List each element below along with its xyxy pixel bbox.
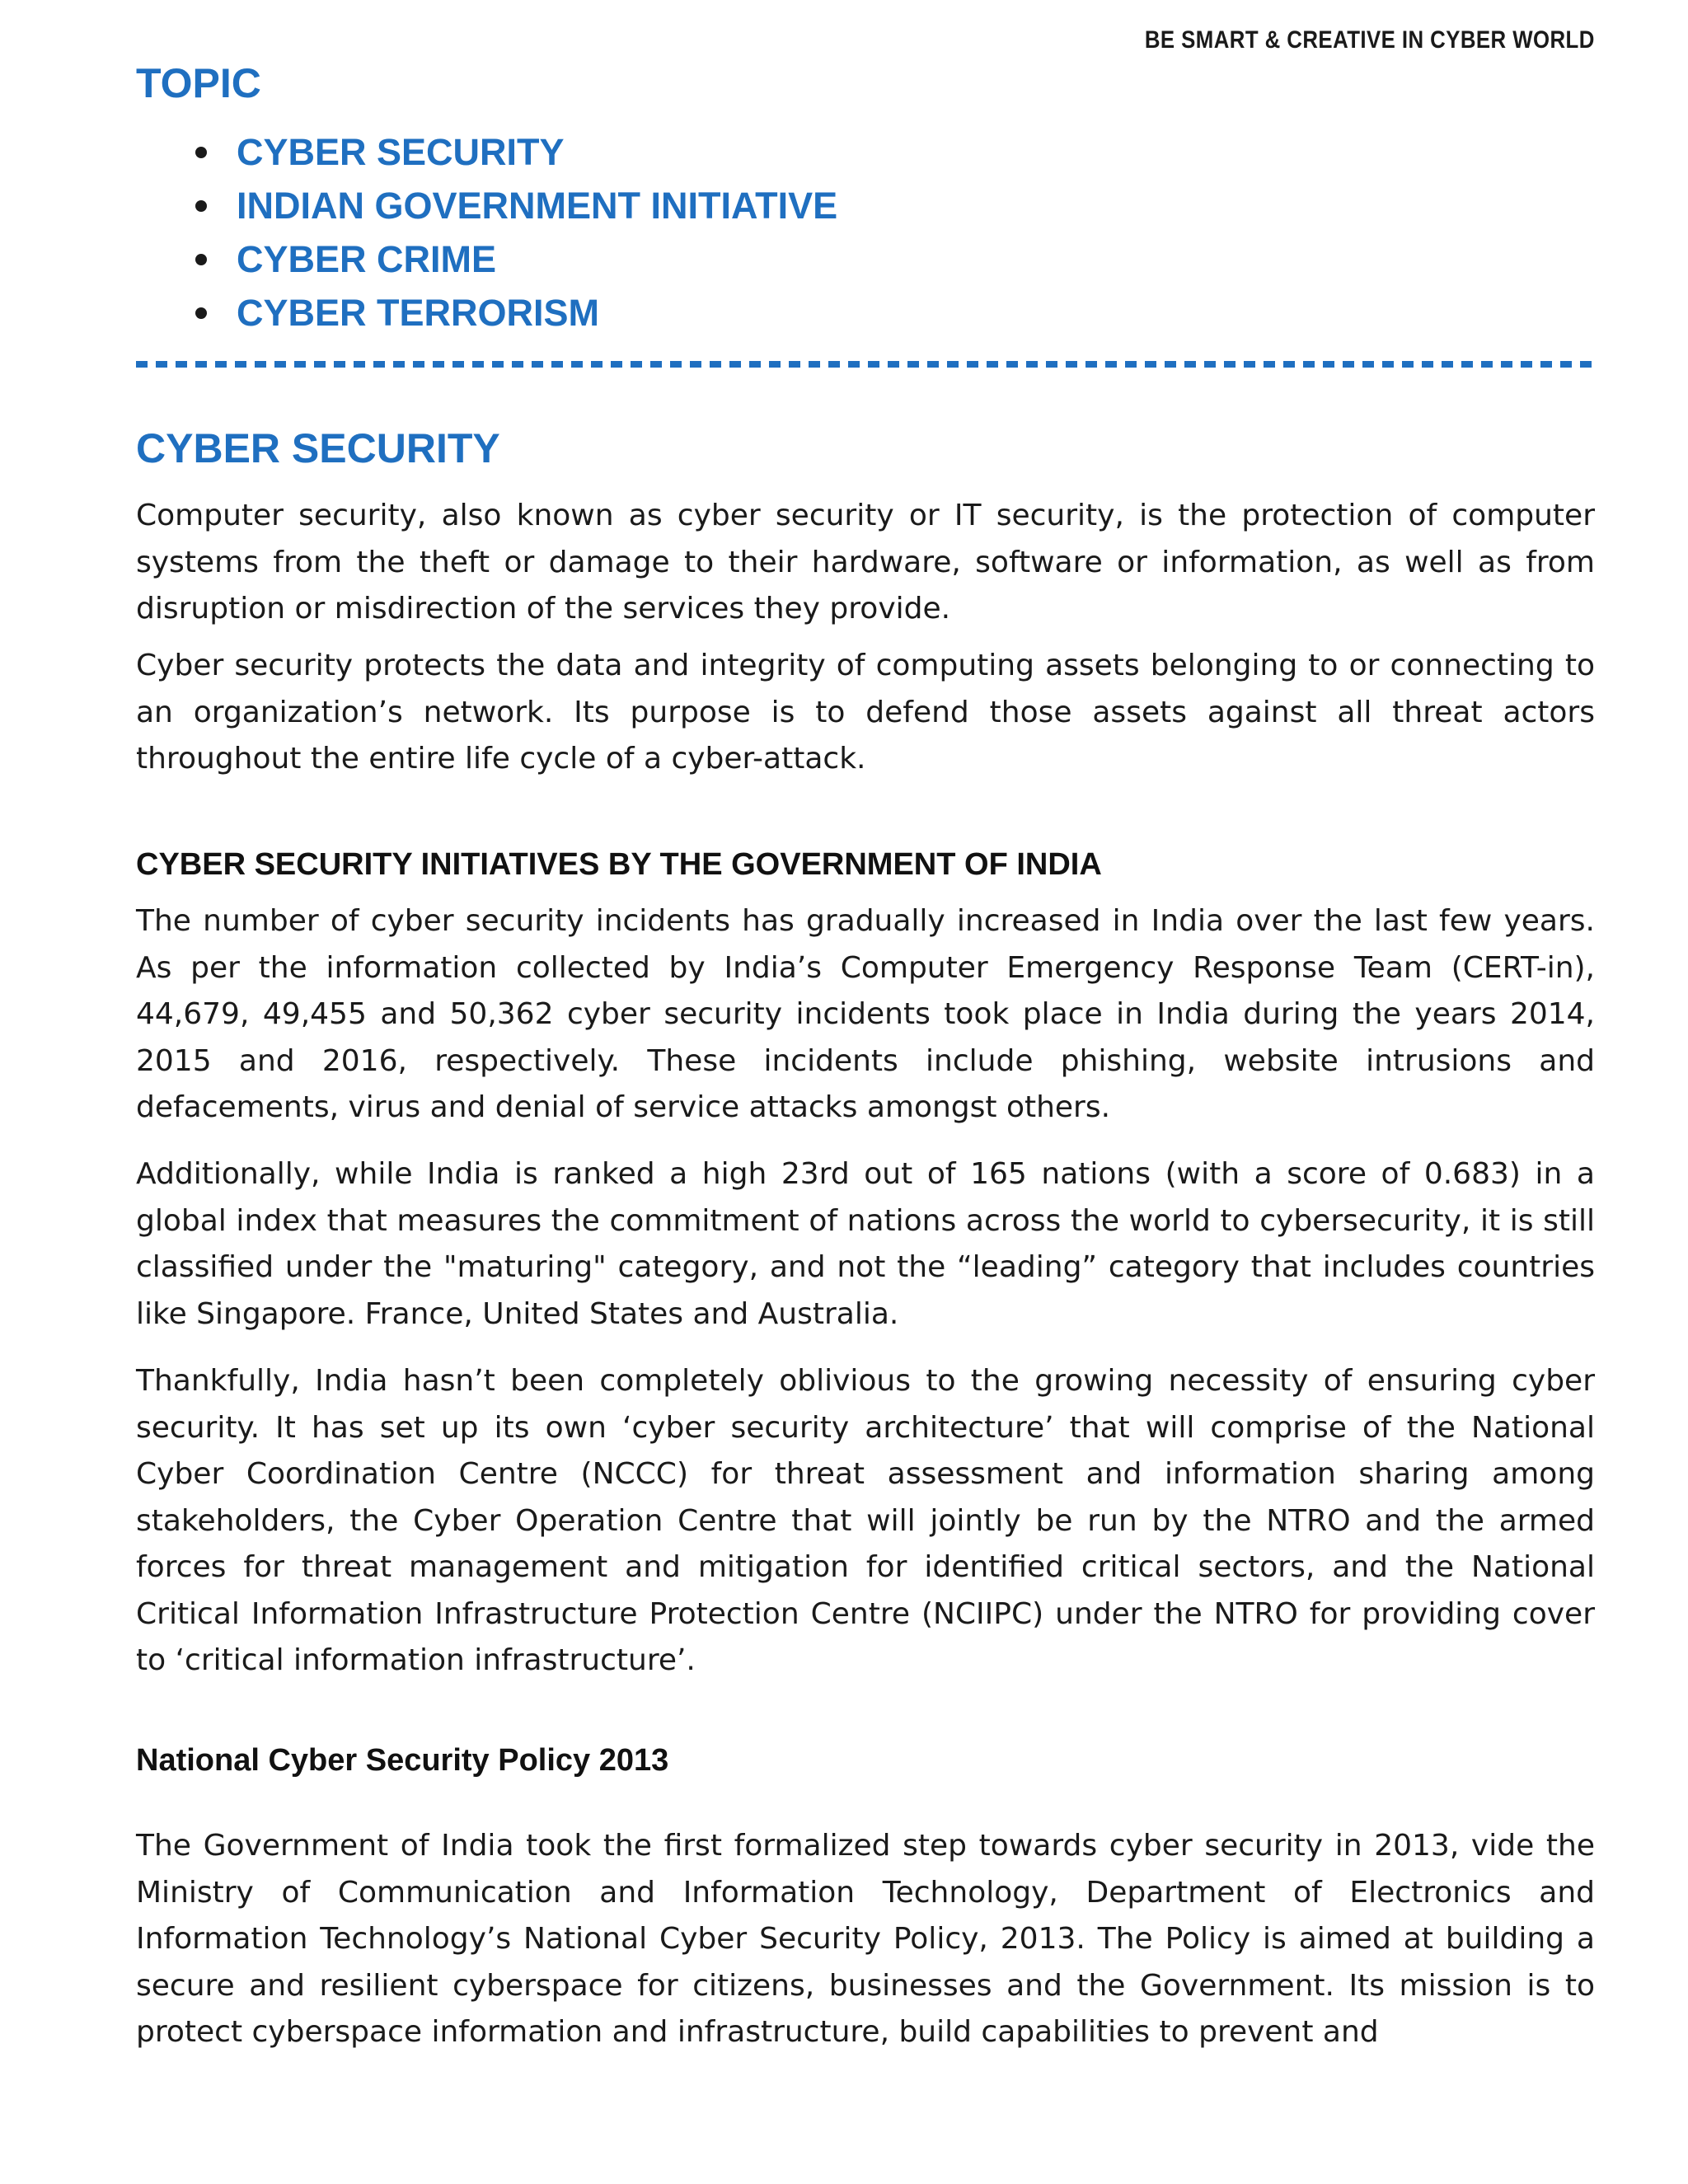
topic-list-item bbox=[185, 125, 837, 179]
topic-list bbox=[185, 125, 837, 340]
bullet-icon bbox=[195, 254, 207, 265]
bullet-icon bbox=[195, 200, 207, 212]
paragraph: Additionally, while India is ranked a high 23rd out of 165 nations (with a score of 0.683) in a global index that measures the commitment of nations across the world to cybersecurity, it is still classified under the "maturing" category, and not the “leading” category that includes countries like Singapore. France, United States and Australia. bbox=[136, 1157, 1595, 1331]
paragraph: Thankfully, India hasn’t been completely oblivious to the growing necessity of ensuring cyber security. It has set up its own ‘cyber security architecture’ that will comprise of the National Cyber Coordination Centre (NCCC) for threat assessment and information sharing among stakeholders, the Cyber Operation Centre that will jointly be run by the NTRO and the armed forces for threat management and mitigation for identified critical sectors, and the National Critical Information Infrastructure Protection Centre (NCIIPC) under the NTRO for providing cover to ‘critical information infrastructure’. bbox=[136, 1364, 1595, 1677]
paragraph: The Government of India took the first formalized step towards cyber security in 2013, vide the Ministry of Communication and Information Technology, Department of Electronics and Information Technology’s National Cyber Security Policy, 2013. The Policy is aimed at building a secure and resilient cyberspace for citizens, businesses and the Government. Its mission is to protect cyberspace information and infrastructure, build capabilities to prevent and bbox=[136, 1829, 1595, 2049]
topic-item-label: CYBER TERRORISM bbox=[237, 292, 600, 334]
section-title-cyber-security: CYBER SECURITY bbox=[136, 425, 500, 471]
topic-list-item bbox=[185, 232, 837, 286]
dashed-divider bbox=[136, 361, 1595, 368]
subheading-policy: National Cyber Security Policy 2013 bbox=[136, 1743, 669, 1778]
header-tagline: BE SMART & CREATIVE IN CYBER WORLD bbox=[1145, 26, 1595, 54]
paragraph: Cyber security protects the data and integrity of computing assets belonging to or connecting to an organization’s network. Its purpose is to defend those assets against all threat actors throughout the entire life cycle of a cyber-attack. bbox=[136, 649, 1595, 776]
subheading-initiatives: CYBER SECURITY INITIATIVES BY THE GOVERNMENT OF INDIA bbox=[136, 847, 1102, 882]
topic-item-label: INDIAN GOVERNMENT INITIATIVE bbox=[237, 185, 838, 227]
bullet-icon bbox=[195, 307, 207, 319]
document-page bbox=[136, 0, 1595, 2184]
bullet-icon bbox=[195, 147, 207, 158]
paragraph: The number of cyber security incidents has gradually increased in India over the last few years. As per the information collected by India’s Computer Emergency Response Team (CERT-in), 44,679, 49,455 and 50,362 cyber security incidents took place in India during the years 2014, 2015 and 2016, respectively. These incidents include phishing, website intrusions and defacements, virus and denial of service attacks amongst others. bbox=[136, 904, 1595, 1124]
topic-item-label: CYBER SECURITY bbox=[237, 131, 565, 173]
topic-list-item bbox=[185, 179, 837, 232]
topic-list-item bbox=[185, 286, 837, 340]
topic-item-label: CYBER CRIME bbox=[237, 238, 497, 280]
paragraph: Computer security, also known as cyber security or IT security, is the protection of computer systems from the theft or damage to their hardware, software or information, as well as from disruption or misdirection of the services they provide. bbox=[136, 499, 1595, 626]
topic-title: TOPIC bbox=[136, 60, 261, 106]
